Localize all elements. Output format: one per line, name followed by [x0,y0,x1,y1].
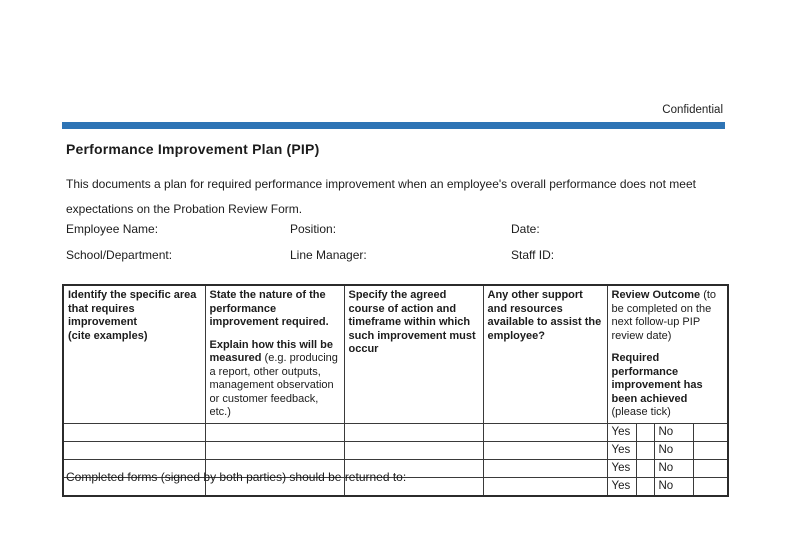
cell-support-2 [483,441,607,459]
cell-course-1 [344,423,483,441]
cell-area-2 [63,441,205,459]
yes-tick-cell-2 [636,441,654,459]
header-agreed-course-text: Specify the agreed course of action and timeframe within which such improvement must occur [348,289,476,355]
no-tick-cell-3 [693,459,728,477]
field-label-position: Position: [290,222,337,236]
no-label-1: No [654,423,693,441]
no-label-2: No [654,441,693,459]
field-label-date: Date: [511,222,540,236]
cell-course-2 [344,441,483,459]
table-header-row [63,285,728,423]
return-instructions: Completed forms (signed by both parties) should be returned to: [66,470,407,484]
pip-table [62,284,729,497]
intro-paragraph: This documents a plan for required performance improvement when an employee's overall performance does not meet expectations on the Probation Review Form. [66,177,696,216]
yes-label-1: Yes [607,423,636,441]
cell-support-4 [483,477,607,496]
field-label-staff-id: Staff ID: [511,248,555,262]
header-nature-of-improvement [205,285,344,423]
cell-support-1 [483,423,607,441]
field-label-employee-name: Employee Name: [66,222,159,236]
field-label-school-department: School/Department: [66,248,173,262]
table-row-2 [63,441,728,459]
no-label-3: No [654,459,693,477]
cell-support-3 [483,459,607,477]
header-identify-area [63,285,205,423]
header-identify-area-text: Identify the specific area that requires improvement [68,289,197,328]
header-required-improvement-text: Required performance improvement has been achieved (please tick) [611,352,703,418]
header-measured-text: Explain how this will be measured (e.g. producing a report, other outputs, management observation or customer feedback, etc.) [209,338,338,418]
yes-label-3: Yes [607,459,636,477]
cell-nature-1 [205,423,344,441]
yes-tick-cell-1 [636,423,654,441]
no-tick-cell-4 [693,477,728,496]
no-tick-cell-1 [693,423,728,441]
table-row-1 [63,423,728,441]
header-support-resources [483,285,607,423]
yes-tick-cell-4 [636,477,654,496]
field-label-line-manager: Line Manager: [290,248,367,262]
no-tick-cell-2 [693,441,728,459]
header-support-resources-text: Any other support and resources available to assist the employee? [487,289,602,342]
header-agreed-course [344,285,483,423]
accent-rule [62,122,725,129]
no-label-4: No [654,477,693,496]
header-review-outcome [607,285,728,423]
cell-nature-2 [205,441,344,459]
header-cite-examples-text: (cite examples) [68,329,148,342]
cell-area-1 [63,423,205,441]
yes-label-4: Yes [607,477,636,496]
header-nature-text: State the nature of the performance improvement required. [209,289,329,328]
yes-label-2: Yes [607,441,636,459]
yes-tick-cell-3 [636,459,654,477]
header-review-outcome-text: Review Outcome (to be completed on the next follow-up PIP review date) [611,289,717,342]
confidential-label: Confidential [662,104,723,116]
page-title: Performance Improvement Plan (PIP) [66,141,320,157]
